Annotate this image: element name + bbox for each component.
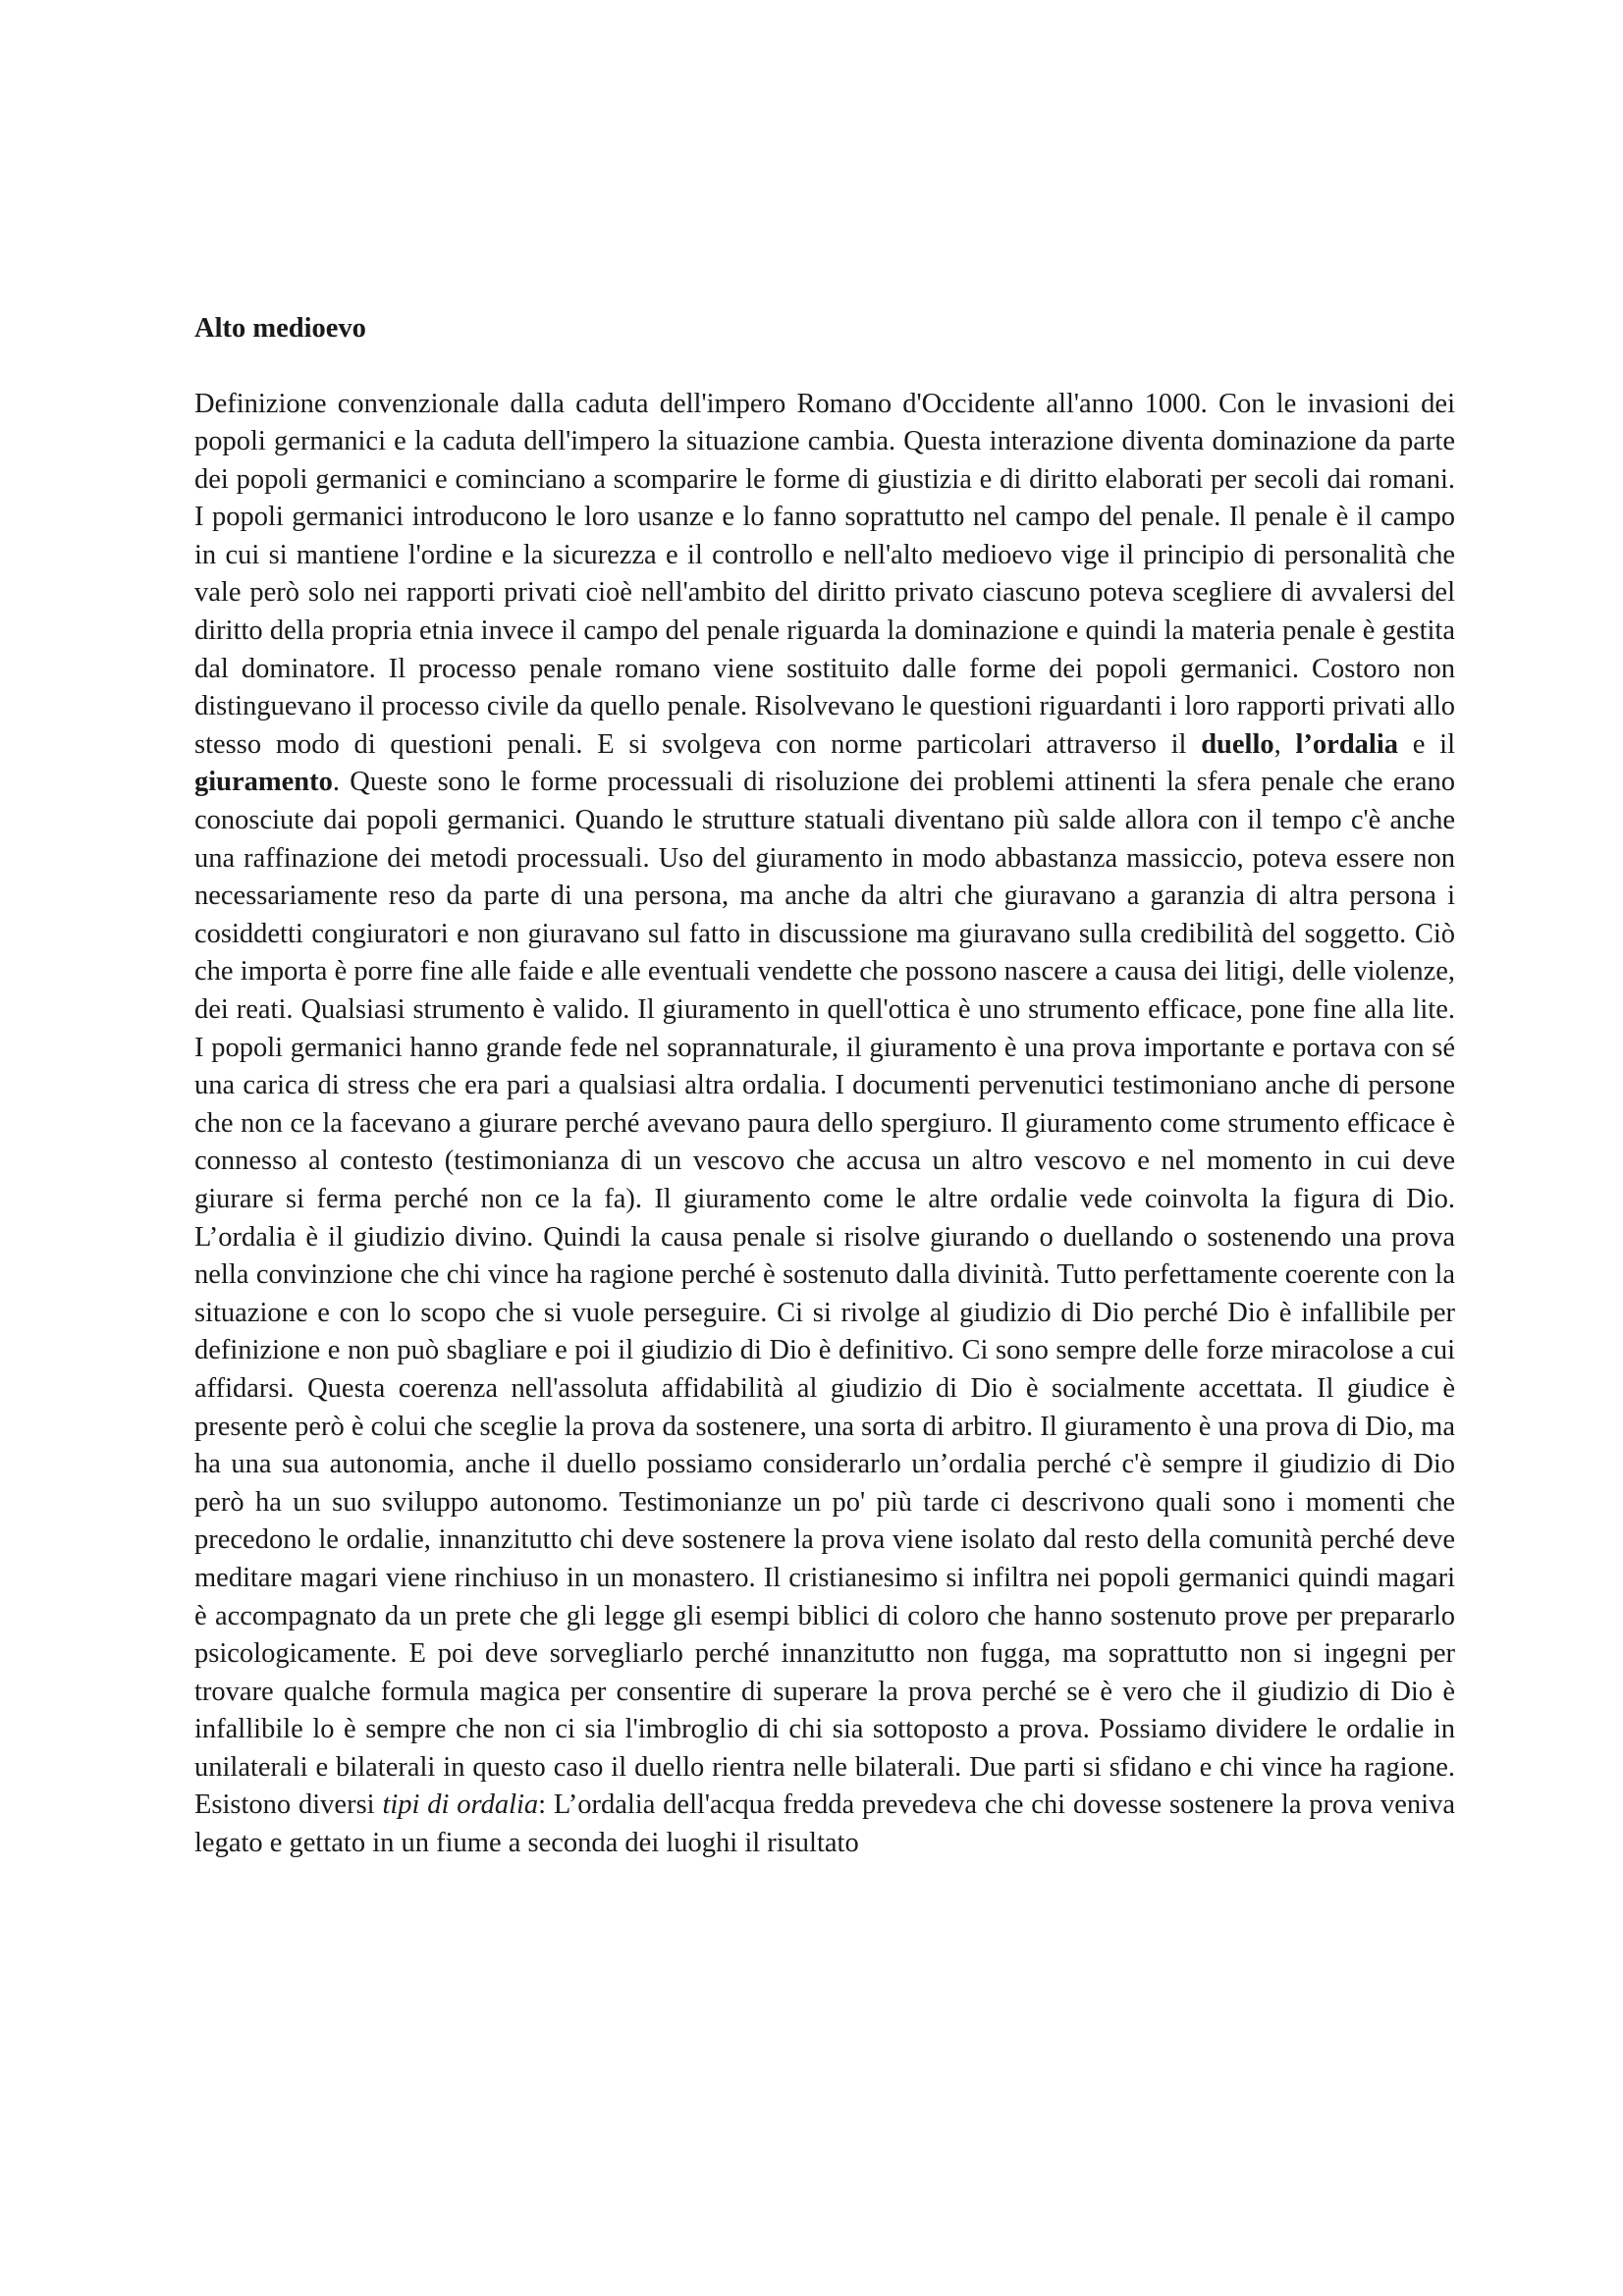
text-run: : L’ordalia dell'acqua fredda prevedeva che chi dovesse sostenere la prova veniva legato e gettato in un fiume a seconda dei luoghi il risultato <box>194 1789 1456 1859</box>
document-page <box>194 310 1455 1863</box>
bold-term-ordalia: l’ordalia <box>1295 728 1399 760</box>
document-title: Alto medioevo <box>194 313 366 344</box>
body-paragraph <box>194 386 1455 1863</box>
text-run: , <box>1273 728 1296 760</box>
text-run: e il <box>1398 728 1456 760</box>
bold-term-duello: duello <box>1201 728 1274 760</box>
italic-term-tipi-di-ordalia: tipi di ordalia <box>382 1789 539 1821</box>
text-run: Definizione convenzionale dalla caduta dell'impero Romano d'Occidente all'anno 1000. Con le invasioni dei popoli germanici e la caduta dell'impero la situazione cambia. Questa interazione diventa dominazione da parte dei popoli germanici e cominciano a scomparire le forme di giustizia e di diritto elaborati per secoli dai romani. I popoli germanici introducono le loro usanze e lo fanno soprattutto nel campo del penale. Il penale è il campo in cui si mantiene l'ordine e la sicurezza e il controllo e nell'alto medioevo vige il principio di personalità che vale però solo nei rapporti privati cioè nell'ambito del diritto privato ciascuno poteva scegliere di avvalersi del diritto della propria etnia invece il campo del penale riguarda la dominazione e quindi la materia penale è gestita dal dominatore. Il processo penale romano viene sostituito dalle forme dei popoli germanici. Costoro non distinguevano il processo civile da quello penale. Risolvevano le questioni riguardanti i loro rapporti privati allo stesso modo di questioni penali. E si svolgeva con norme particolari attraverso il <box>194 388 1455 760</box>
text-run: . Queste sono le forme processuali di risoluzione dei problemi attinenti la sfera penale che erano conosciute dai popoli germanici. Quando le strutture statuali diventano più salde allora con il tempo c'è anche una raffinazione dei metodi processuali. Uso del giuramento in modo abbastanza massiccio, poteva essere non necessariamente reso da parte di una persona, ma anche da altri che giuravano a garanzia di altra persona i cosiddetti congiuratori e non giuravano sul fatto in discussione ma giuravano sulla credibilità del soggetto. Ciò che importa è porre fine alle faide e alle eventuali vendette che possono nascere a causa dei litigi, delle violenze, dei reati. Qualsiasi strumento è valido. Il giuramento in quell'ottica è uno strumento efficace, pone fine alla lite. I popoli germanici hanno grande fede nel soprannaturale, il giuramento è una prova importante e portava con sé una carica di stress che era pari a qualsiasi altra ordalia. I documenti pervenutici testimoniano anche di persone che non ce la facevano a giurare perché avevano paura dello spergiuro. Il giuramento come strumento efficace è connesso al contesto (testimonianza di un vescovo che accusa un altro vescovo e nel momento in cui deve giurare si ferma perché non ce la fa). Il giuramento come le altre ordalie vede coinvolta la figura di Dio. L’ordalia è il giudizio divino. Quindi la causa penale si risolve giurando o duellando o sostenendo una prova nella convinzione che chi vince ha ragione perché è sostenuto dalla divinità. Tutto perfettamente coerente con la situazione e con lo scopo che si vuole perseguire. Ci si rivolge al giudizio di Dio perché Dio è infallibile per definizione e non può sbagliare e poi il giudizio di Dio è definitivo. Ci sono sempre delle forze miracolose a cui affidarsi. Questa coerenza nell'assoluta affidabilità al giudizio di Dio è socialmente accettata. Il giudice è presente però è colui che sceglie la prova da sostenere, una sorta di arbitro. Il giuramento è una prova di Dio, ma ha una sua autonomia, anche il duello possiamo considerarlo un’ordalia perché c'è sempre il giudizio di Dio però ha un suo sviluppo autonomo. Testimonianze un po' più tarde ci descrivono quali sono i momenti che precedono le ordalie, innanzitutto chi deve sostenere la prova viene isolato dal resto della comunità perché deve meditare magari viene rinchiuso in un monastero. Il cristianesimo si infiltra nei popoli germanici quindi magari è accompagnato da un prete che gli legge gli esempi biblici di coloro che hanno sostenuto prove per prepararlo psicologicamente. E poi deve sorvegliarlo perché innanzitutto non fugga, ma soprattutto non si ingegni per trovare qualche formula magica per consentire di superare la prova perché se è vero che il giudizio di Dio è infallibile lo è sempre che non ci sia l'imbroglio di chi sia sottoposto a prova. Possiamo dividere le ordalie in unilaterali e bilaterali in questo caso il duello rientra nelle bilaterali. Due parti si sfidano e chi vince ha ragione. Esistono diversi <box>194 767 1455 1821</box>
bold-term-giuramento: giuramento <box>194 767 333 798</box>
